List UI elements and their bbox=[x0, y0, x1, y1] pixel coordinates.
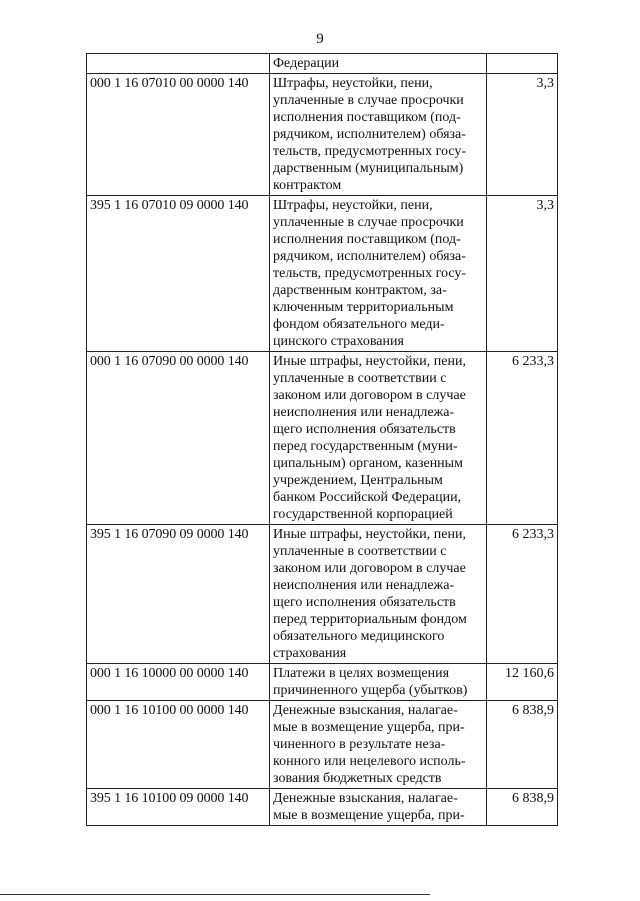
description-line: исполнения поставщиком (под- bbox=[273, 110, 461, 125]
description-line: страхования bbox=[273, 646, 347, 661]
description-line: законом или договором в случае bbox=[273, 561, 466, 576]
description-line: исполнения поставщиком (под- bbox=[273, 232, 461, 247]
description-line: учреждением, Центральным bbox=[273, 473, 443, 488]
description-line: контрактом bbox=[273, 178, 342, 193]
description-line: фондом обязательного меди- bbox=[273, 317, 445, 332]
amount-value: 6 838,9 bbox=[487, 789, 558, 826]
description-line: неисполнения или ненадлежа- bbox=[273, 578, 455, 593]
description-line: Штрафы, неустойки, пени, bbox=[273, 76, 433, 91]
description-line: тельств, предусмотренных госу- bbox=[273, 266, 467, 281]
budget-classification-code: 000 1 16 07090 00 0000 140 bbox=[87, 352, 270, 525]
description-line: дарственным контрактом, за- bbox=[273, 283, 447, 298]
table-row bbox=[87, 74, 558, 196]
description-line: ципальным) органом, казенным bbox=[273, 456, 463, 471]
description-line: перед территориальным фондом bbox=[273, 612, 467, 627]
revenue-description bbox=[270, 352, 487, 525]
description-line: Иные штрафы, неустойки, пени, bbox=[273, 354, 466, 369]
description-line: уплаченные в соответствии с bbox=[273, 544, 447, 559]
description-line: щего исполнения обязательств bbox=[273, 595, 456, 610]
description-line: конного или нецелевого исполь- bbox=[273, 754, 466, 769]
budget-revenue-table bbox=[86, 53, 558, 826]
footer-divider bbox=[0, 894, 430, 895]
revenue-description bbox=[270, 664, 487, 701]
description-line: Федерации bbox=[273, 56, 340, 71]
description-line: рядчиком, исполнителем) обяза- bbox=[273, 127, 466, 142]
budget-classification-code: 395 1 16 07010 09 0000 140 bbox=[87, 196, 270, 352]
description-line: государственной корпорацией bbox=[273, 507, 453, 522]
description-line: зования бюджетных средств bbox=[273, 771, 442, 786]
budget-classification-code bbox=[87, 54, 270, 74]
description-line: законом или договором в случае bbox=[273, 388, 466, 403]
table-row bbox=[87, 789, 558, 826]
description-line: Денежные взыскания, налагае- bbox=[273, 703, 458, 718]
budget-classification-code: 395 1 16 10100 09 0000 140 bbox=[87, 789, 270, 826]
budget-classification-code: 000 1 16 07010 00 0000 140 bbox=[87, 74, 270, 196]
description-line: банком Российской Федерации, bbox=[273, 490, 462, 505]
description-line: чиненного в результате неза- bbox=[273, 737, 446, 752]
description-line: Штрафы, неустойки, пени, bbox=[273, 198, 433, 213]
budget-classification-code: 395 1 16 07090 09 0000 140 bbox=[87, 525, 270, 664]
description-line: ключенным территориальным bbox=[273, 300, 454, 315]
amount-value: 12 160,6 bbox=[487, 664, 558, 701]
description-line: причиненного ущерба (убытков) bbox=[273, 683, 468, 698]
description-line: мые в возмещение ущерба, при- bbox=[273, 808, 465, 823]
amount-value: 6 838,9 bbox=[487, 701, 558, 789]
table-body bbox=[87, 54, 558, 826]
description-line: Платежи в целях возмещения bbox=[273, 666, 450, 681]
table-row bbox=[87, 664, 558, 701]
amount-value: 3,3 bbox=[487, 196, 558, 352]
table-row bbox=[87, 352, 558, 525]
amount-value: 6 233,3 bbox=[487, 525, 558, 664]
table-row bbox=[87, 525, 558, 664]
description-line: перед государственным (муни- bbox=[273, 439, 458, 454]
description-line: дарственным (муниципальным) bbox=[273, 161, 464, 176]
table-row bbox=[87, 701, 558, 789]
description-line: уплаченные в случае просрочки bbox=[273, 93, 464, 108]
revenue-description bbox=[270, 789, 487, 826]
amount-value: 6 233,3 bbox=[487, 352, 558, 525]
table-row bbox=[87, 54, 558, 74]
budget-classification-code: 000 1 16 10100 00 0000 140 bbox=[87, 701, 270, 789]
revenue-description bbox=[270, 74, 487, 196]
description-line: Денежные взыскания, налагае- bbox=[273, 791, 458, 806]
revenue-description bbox=[270, 54, 487, 74]
revenue-description bbox=[270, 196, 487, 352]
description-line: щего исполнения обязательств bbox=[273, 422, 456, 437]
description-line: уплаченные в случае просрочки bbox=[273, 215, 464, 230]
budget-classification-code: 000 1 16 10000 00 0000 140 bbox=[87, 664, 270, 701]
revenue-description bbox=[270, 525, 487, 664]
revenue-description bbox=[270, 701, 487, 789]
amount-value: 3,3 bbox=[487, 74, 558, 196]
description-line: неисполнения или ненадлежа- bbox=[273, 405, 455, 420]
description-line: цинского страхования bbox=[273, 334, 404, 349]
description-line: обязательного медицинского bbox=[273, 629, 445, 644]
description-line: мые в возмещение ущерба, при- bbox=[273, 720, 465, 735]
description-line: уплаченные в соответствии с bbox=[273, 371, 447, 386]
table-row bbox=[87, 196, 558, 352]
description-line: рядчиком, исполнителем) обяза- bbox=[273, 249, 466, 264]
amount-value bbox=[487, 54, 558, 74]
description-line: Иные штрафы, неустойки, пени, bbox=[273, 527, 466, 542]
page-number: 9 bbox=[316, 31, 324, 47]
description-line: тельств, предусмотренных госу- bbox=[273, 144, 467, 159]
